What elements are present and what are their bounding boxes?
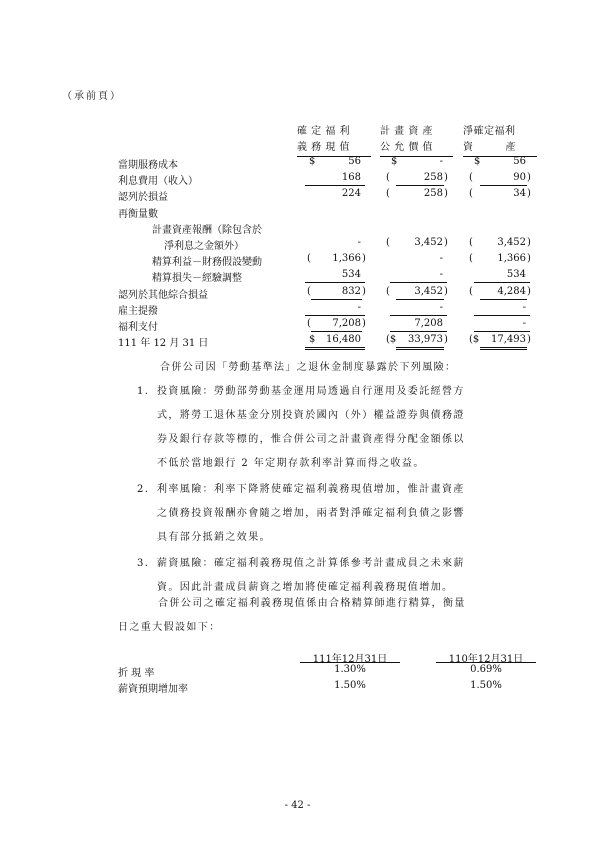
assumption-header-2021: 110年12月31日 [448,654,524,665]
subtotal-rule [474,331,530,332]
subtotal-rule [305,315,365,316]
open-paren: ( [469,237,473,248]
open-paren: ( [386,285,390,297]
risk-item-line: 券及銀行存款等標的，惟合併公司之計畫資產得分配金額係以 [157,434,465,445]
table-row [118,221,538,238]
closing-line-1: 合併公司之確定福利義務現值係由合格精算師進行精算，衡量 [158,598,466,609]
table-row [118,237,538,254]
open-paren: ( [469,172,473,184]
risk-item-line: 利率風險：利率下降將使確定福利義務現值增加，惟計畫資產 [157,484,465,495]
subtotal-rule [396,185,444,186]
open-paren: ( [469,285,473,297]
col-header-obligation [297,124,350,156]
risk-item-line: 具有部分抵銷之效果。 [157,532,271,543]
col-header-line: 資 產 [463,142,517,153]
cell-value: 534 [341,269,361,281]
row-label: 精算利益－財務假設變動 [152,257,262,269]
close-paren: ) [444,172,448,184]
open-paren: ( [307,285,311,297]
page-number: - 42 - [284,800,311,811]
currency-symbol: $ [309,156,316,167]
subtotal-rule [474,282,530,283]
risk-item-line: 式，將勞工退休基金分別投資於國內（外）權益證券與債務證 [157,410,465,421]
double-rule [305,347,365,350]
row-label: 利息費用（收入） [118,176,198,188]
close-paren: ) [527,172,531,184]
header-rule [300,662,400,663]
close-paren: ) [527,285,531,297]
row-label: 認列於損益 [118,192,168,204]
row-label: 認列於其他綜合損益 [118,289,208,301]
currency-symbol: $ [474,156,481,167]
subtotal-rule [480,299,527,300]
cell-value: 16,480 [326,334,361,346]
risk-item-line: 投資風險：勞動部勞動基金運用局透過自行運用及委託經營方 [157,386,465,397]
subtotal-rule [480,185,527,186]
cell-value: 534 [506,269,526,281]
subtotal-rule [396,299,444,300]
row-label: 計畫資產報酬（除包含於 [152,224,262,236]
table-row [118,156,538,173]
cell-value: 258 [423,188,443,200]
subtotal-rule [311,299,362,300]
row-label: 111 年 12 月 31 日 [118,338,209,350]
row-label: 精算損失－經驗調整 [152,273,242,285]
table-row [118,286,538,303]
table-row [118,334,538,351]
cell-value: 1,366 [497,253,526,265]
close-paren: ) [527,334,531,346]
risk-item-number: 3. [137,558,150,569]
row-label: 雇主提撥 [118,305,158,317]
close-paren: ) [444,188,448,200]
assumption-value-2022: 1.50% [334,680,366,691]
cell-value: 90 [513,172,526,184]
close-paren: ) [362,253,366,265]
risk-item-number: 2. [137,484,150,495]
subtotal-rule [390,331,447,332]
table-row [118,318,538,335]
open-paren: ($ [386,334,397,346]
table-row [118,172,538,189]
close-paren: ) [527,237,531,248]
cell-value: 17,493 [491,334,526,346]
header-rule [436,662,536,663]
assumption-value-2022: 1.30% [334,664,366,675]
row-label: 當期服務成本 [118,160,178,171]
risk-item-line: 之債務投資報酬亦會隨之增加，兩者對淨確定福利負債之影響 [157,508,465,519]
cell-value: 7,208 [414,318,443,329]
open-paren: ( [469,188,473,200]
close-paren: ) [444,285,448,297]
subtotal-rule [390,282,447,283]
cell-value: 224 [341,188,361,200]
cell-value: - [439,156,443,167]
open-paren: ($ [469,334,480,346]
risk-item-line: 薪資風險：確定福利義務現值之計算係參考計畫成員之未來薪 [157,558,465,569]
col-header-line: 確 定 福 利 [297,126,351,137]
table-row [118,188,538,205]
open-paren: ( [469,253,473,265]
close-paren: ) [444,237,448,248]
close-paren: ) [444,334,448,346]
subtotal-rule [311,331,362,332]
open-paren: ( [307,318,311,329]
cell-value: - [439,301,443,313]
cell-value: 34 [513,188,526,200]
risk-item-line: 資。因此計畫成員薪資之增加將使確定福利義務現值增加。 [157,582,454,593]
table-row [118,302,538,319]
open-paren: ( [386,172,390,184]
close-paren: ) [362,285,366,297]
cell-value: 4,284 [497,285,526,297]
assumption-label: 折 現 率 [118,668,155,679]
cell-value: 3,452 [414,285,443,297]
assumption-value-2021: 0.69% [470,664,502,675]
double-rule [396,347,444,350]
open-paren: ( [307,253,311,265]
cell-value: 832 [341,285,361,297]
cell-value: - [439,269,443,281]
col-header-line: 義 務 現 值 [297,142,351,153]
cell-value: 7,208 [332,318,361,329]
subtotal-rule [474,315,530,316]
cell-value: 1,366 [332,253,361,265]
close-paren: ) [362,318,366,329]
assumption-value-2021: 1.50% [470,680,502,691]
cell-value: - [522,318,526,329]
cell-value: - [357,237,361,248]
cell-value: 33,973 [408,334,443,346]
currency-symbol: $ [391,156,398,167]
col-header-line: 公 允 價 值 [380,142,434,153]
open-paren: ( [386,188,390,200]
closing-line-2: 日之重大假設如下： [118,622,221,633]
close-paren: ) [527,253,531,265]
assumption-label: 薪資預期增加率 [118,684,188,695]
cell-value: 168 [341,172,361,184]
col-header-line: 計 畫 資 產 [380,126,434,137]
table-row [118,269,538,286]
row-label: 再衡量數 [118,208,158,220]
col-header-line: 淨確定福利 [463,126,516,137]
table-row [118,253,538,270]
table-row [118,205,538,222]
risk-item-line: 不低於當地銀行 2 年定期存款利率計算而得之收益。 [157,458,425,469]
close-paren: ) [527,188,531,200]
cell-value: 56 [348,156,361,167]
open-paren: ( [386,237,390,248]
row-label: 淨利息之金額外） [164,241,244,252]
continued-note: （承前頁） [62,91,122,102]
cell-value: 3,452 [414,237,443,248]
subtotal-rule [305,282,365,283]
subtotal-rule [390,315,447,316]
cell-value: - [522,301,526,313]
cell-value: 258 [423,172,443,184]
assumption-header-2022: 111年12月31日 [312,654,388,665]
cell-value: - [439,253,443,265]
double-rule [480,347,527,350]
cell-value: - [357,301,361,313]
currency-symbol: $ [309,334,316,346]
row-label: 福利支付 [118,322,158,333]
col-header-plan-assets [380,124,433,156]
cell-value: 3,452 [497,237,526,248]
risk-item-number: 1. [137,386,150,397]
cell-value: 56 [513,156,526,167]
subtotal-rule [305,185,365,186]
col-header-net-asset [463,124,516,156]
risk-intro: 合併公司因「勞動基準法」之退休金制度暴露於下列風險： [160,362,457,373]
